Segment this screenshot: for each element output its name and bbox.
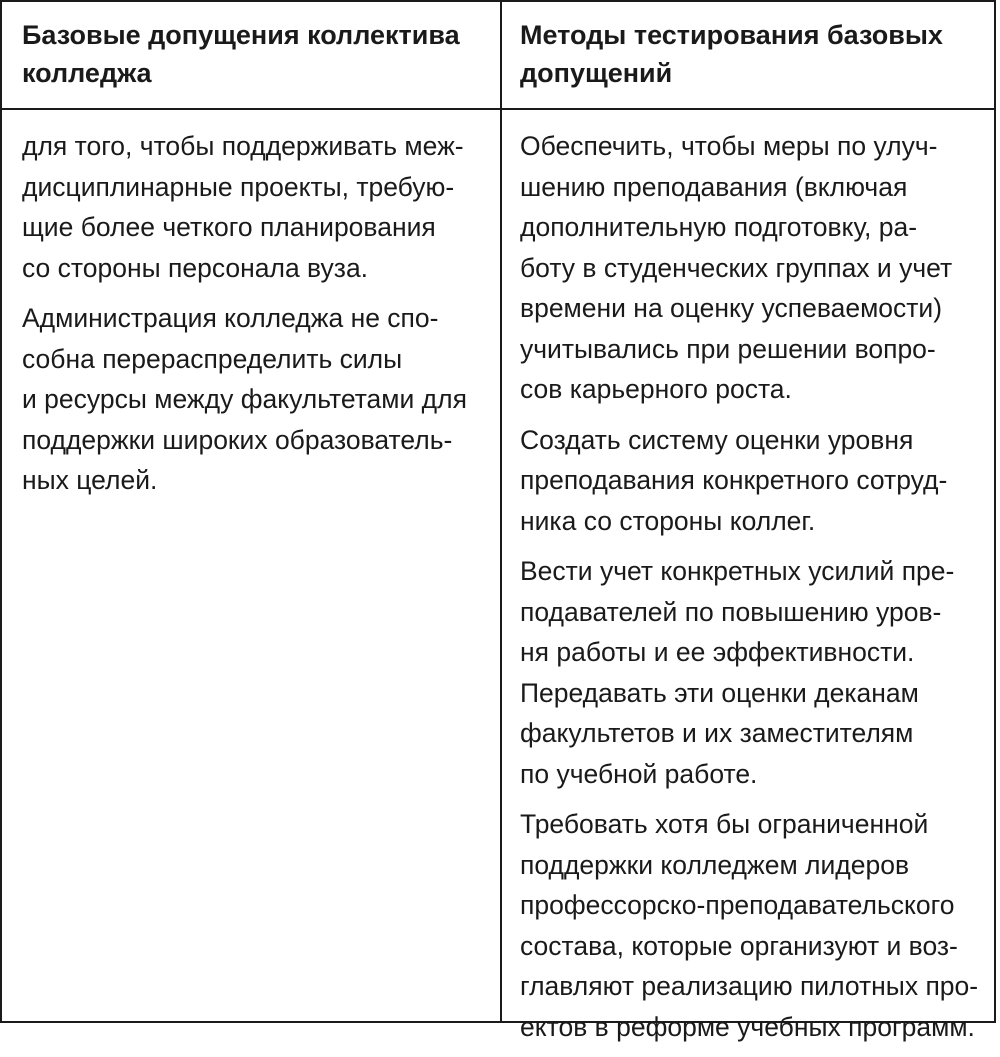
- text-line: по учебной работе.: [520, 758, 758, 789]
- paragraph: [520, 420, 985, 542]
- header-line: Базовые допущения коллектива: [22, 20, 460, 50]
- header-line: колледжа: [22, 58, 152, 88]
- text-line: Вести учет конкретных усилий пре-: [520, 556, 955, 586]
- text-line: факультетов и их заместителям: [520, 718, 914, 748]
- text-line: ня работы и ее эффективности.: [520, 637, 915, 667]
- text-line: со стороны персонала вуза.: [22, 252, 369, 283]
- paragraph: [520, 804, 985, 1047]
- text-line: подавателей по повышению уров-: [520, 596, 942, 627]
- table-header: [2, 2, 994, 110]
- header-line: допущений: [520, 58, 673, 88]
- text-line: сов карьерного роста.: [520, 374, 792, 404]
- text-line: щие более четкого планирования: [22, 212, 436, 242]
- text-line: ектов в реформе учебных программ.: [520, 1011, 975, 1042]
- text-line: главляют реализацию пилотных про-: [520, 971, 979, 1001]
- paragraph: [22, 298, 487, 501]
- text-line: дисциплинарные проекты, требую-: [22, 171, 455, 202]
- text-line: ных целей.: [22, 465, 158, 495]
- text-line: для того, чтобы поддерживать меж-: [22, 131, 464, 161]
- text-line: дополнительную подготовку, ра-: [520, 212, 918, 242]
- text-line: собна перераспределить силы: [22, 343, 403, 374]
- header-cell-assumptions: [22, 16, 482, 92]
- text-line: Обеспечить, чтобы меры по улуч-: [520, 131, 938, 161]
- right-column-cell: [520, 126, 985, 1057]
- text-line: Администрация колледжа не спо-: [22, 303, 439, 333]
- text-line: состава, которые организуют и воз-: [520, 930, 958, 961]
- text-line: времени на оценку успеваемости): [520, 293, 943, 323]
- text-line: и ресурсы между факультетами для: [22, 384, 467, 414]
- paragraph: [22, 126, 487, 288]
- column-divider: [500, 2, 502, 1021]
- text-line: Требовать хотя бы ограниченной: [520, 809, 929, 839]
- text-line: поддержки колледжем лидеров: [520, 849, 910, 880]
- left-column-cell: [22, 126, 487, 511]
- text-line: учитывались при решении вопро-: [520, 333, 936, 364]
- text-line: шению преподавания (включая: [520, 171, 908, 202]
- text-line: Передавать эти оценки деканам: [520, 677, 919, 708]
- text-line: Создать систему оценки уровня: [520, 424, 914, 455]
- paragraph: [520, 126, 985, 410]
- header-cell-testing-methods: [520, 16, 980, 92]
- text-line: профессорско-преподавательского: [520, 890, 955, 920]
- text-line: боту в студенческих группах и учет: [520, 252, 953, 283]
- text-line: преподавания конкретного сотруд-: [520, 465, 948, 495]
- paragraph: [520, 551, 985, 794]
- text-line: поддержки широких образователь-: [22, 424, 453, 455]
- text-line: ника со стороны коллег.: [520, 505, 816, 536]
- header-line: Методы тестирования базовых: [520, 20, 943, 50]
